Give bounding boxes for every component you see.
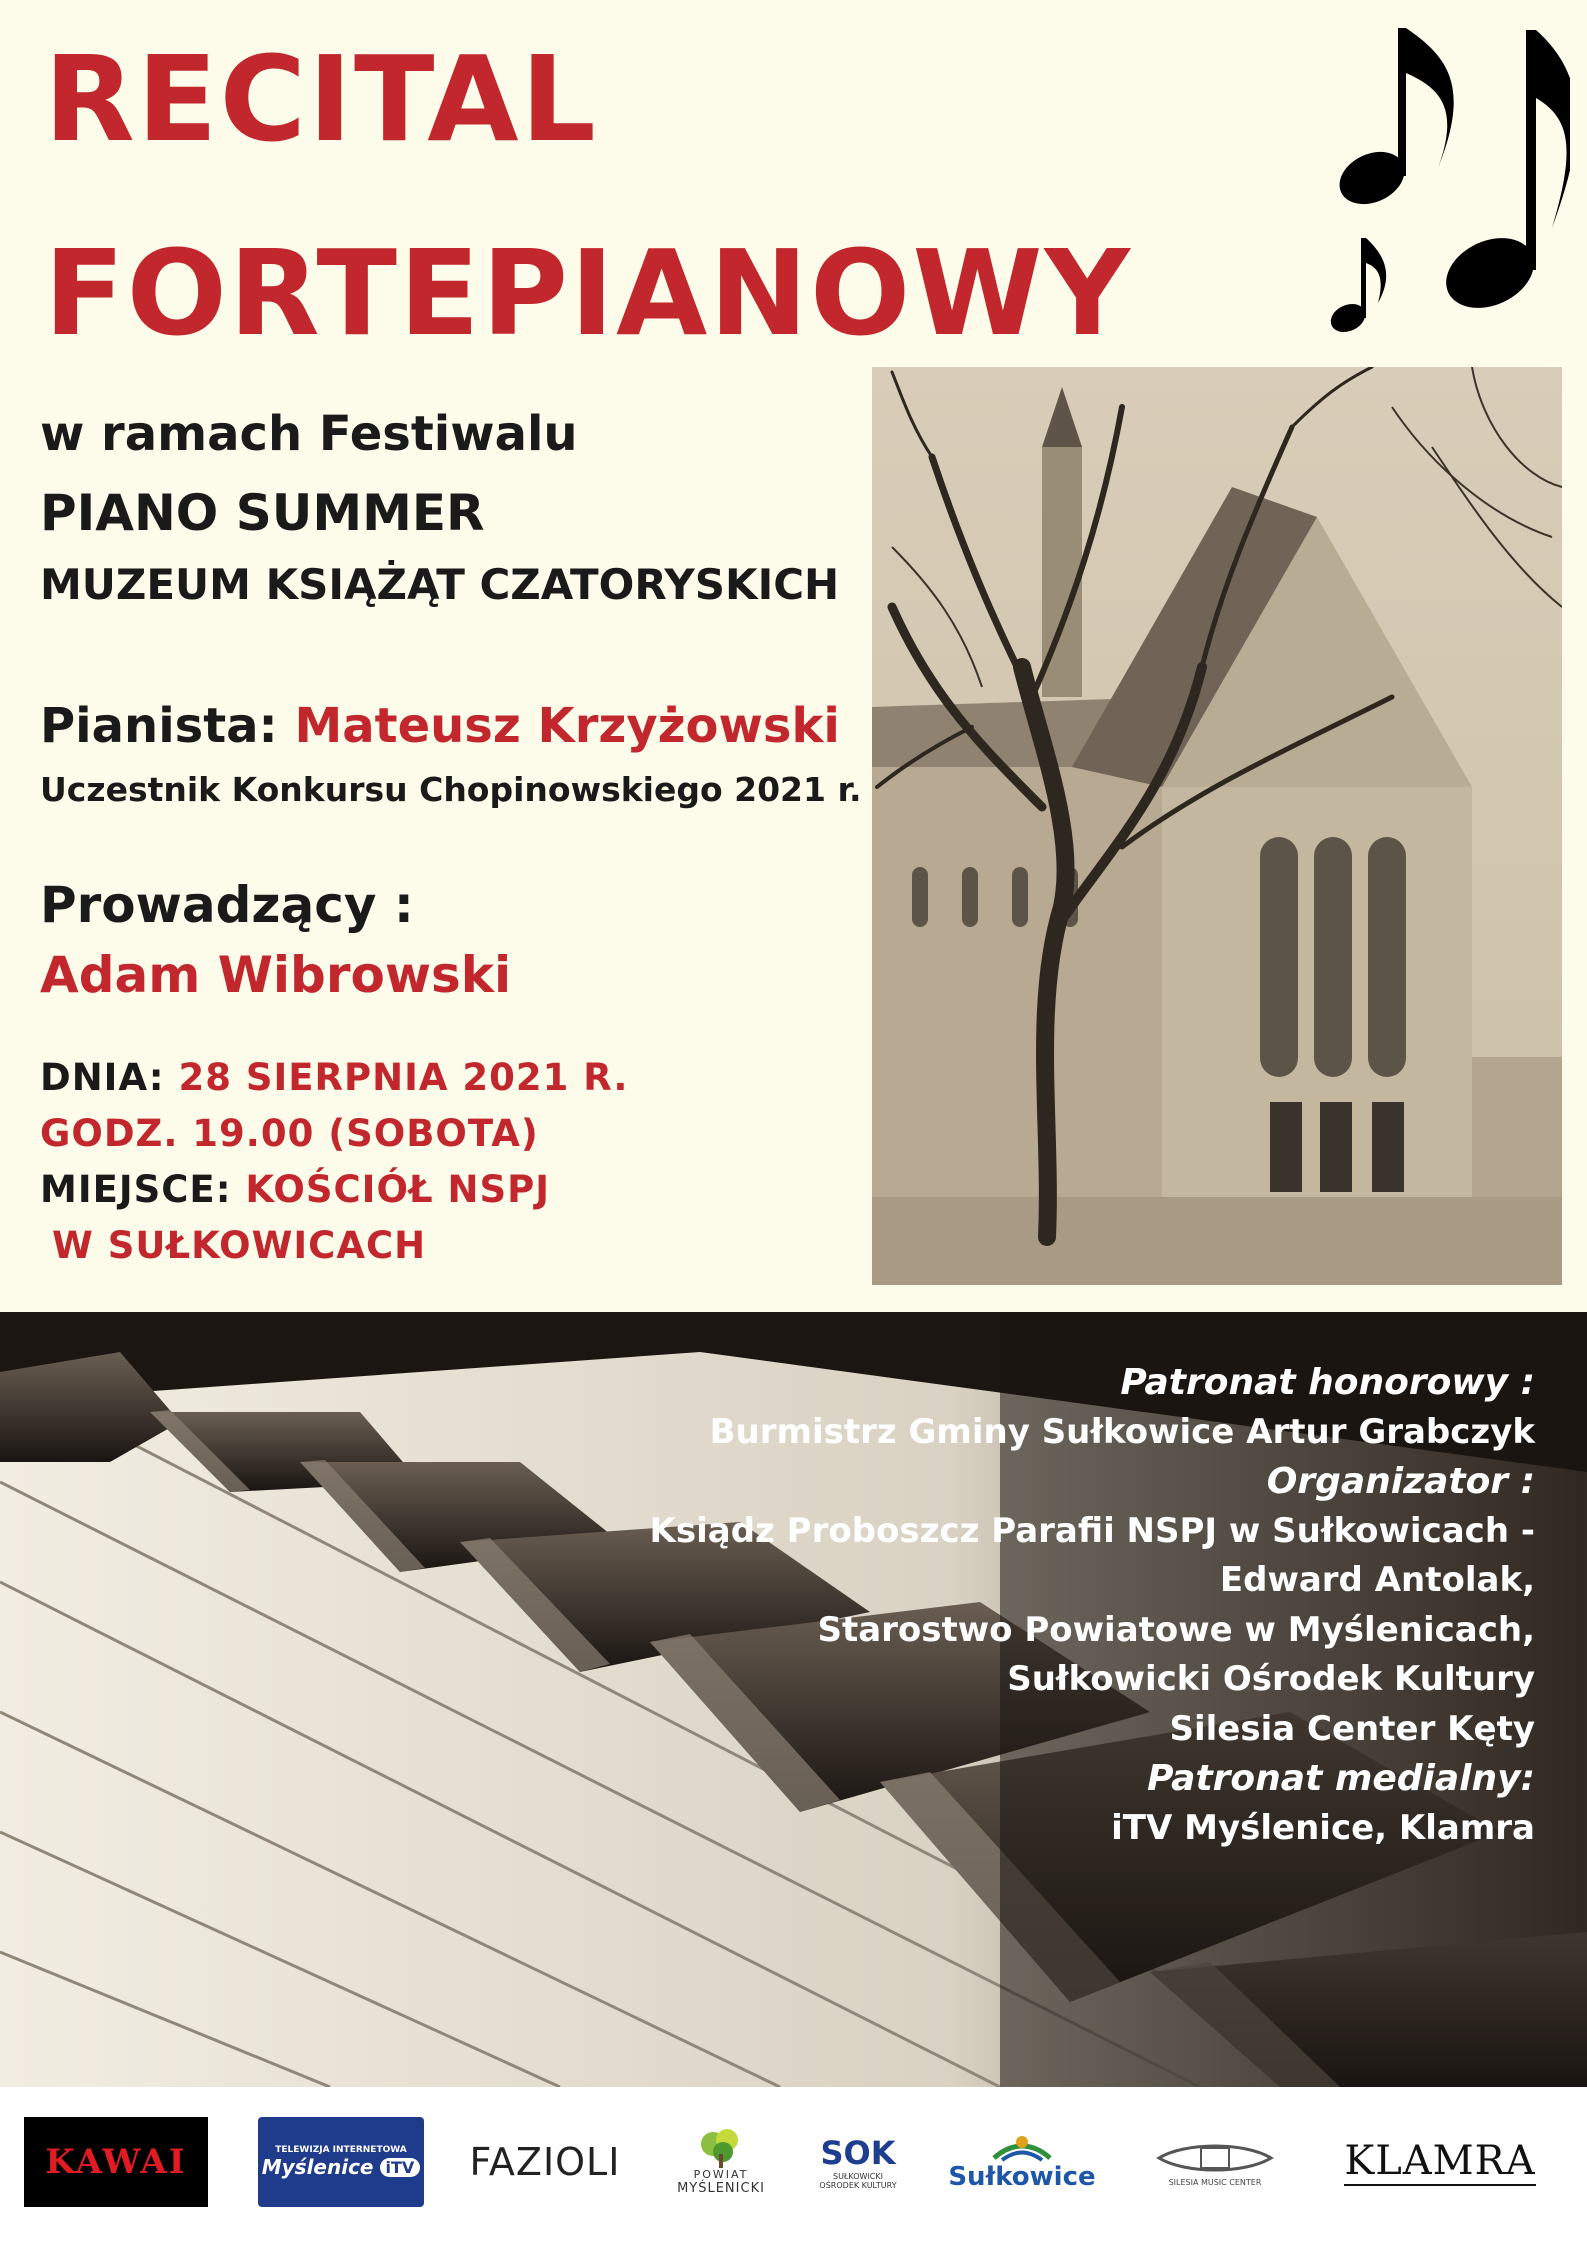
date-value: 28 SIERPNIA 2021 R. xyxy=(178,1056,629,1099)
pianist-subtitle: Uczestnik Konkursu Chopinowskiego 2021 r. xyxy=(40,770,862,809)
media-patronage-label: Patronat medialny: xyxy=(1147,1758,1535,1799)
sok-logo xyxy=(808,2117,908,2207)
kawai-logo-text: KAWAI xyxy=(45,2142,187,2182)
powiat-myslenicki-logo xyxy=(656,2117,786,2207)
honorary-patronage-value: Burmistrz Gminy Sułkowice Artur Grabczyk xyxy=(709,1411,1535,1452)
fazioli-logo-text: FAZIOLI xyxy=(469,2140,621,2184)
place-value: KOŚCIÓŁ NSPJ xyxy=(245,1168,551,1211)
organizer-line: Silesia Center Kęty xyxy=(1169,1708,1535,1749)
event-time: GODZ. 19.00 (SOBOTA) xyxy=(40,1112,539,1155)
organizer-label: Organizator : xyxy=(1266,1461,1535,1502)
title-line-2: FORTEPIANOWY xyxy=(44,224,1132,362)
pianist-label: Pianista: xyxy=(40,698,278,754)
sok-logo-mark: SOK xyxy=(820,2134,896,2172)
place-label: MIEJSCE: xyxy=(40,1168,232,1211)
itv-logo-mark: iTV xyxy=(380,2158,421,2177)
powiat-tree-icon xyxy=(695,2128,747,2168)
honorary-patronage-label: Patronat honorowy : xyxy=(1120,1362,1535,1403)
event-place xyxy=(40,1168,550,1211)
klamra-logo xyxy=(1320,2117,1560,2207)
church-photo xyxy=(872,367,1562,1285)
itv-myslenice-logo xyxy=(258,2117,424,2207)
date-label: DNIA: xyxy=(40,1056,165,1099)
sok-logo-text: SUŁKOWICKI xyxy=(833,2172,883,2181)
klamra-logo-text: KLAMRA xyxy=(1344,2138,1536,2184)
sulkowice-emblem-icon xyxy=(992,2132,1052,2162)
festival-venue: MUZEUM KSIĄŻĄT CZATORYSKICH xyxy=(40,560,840,609)
powiat-logo-text: POWIAT xyxy=(693,2168,749,2181)
silesia-emblem-icon xyxy=(1155,2138,1275,2178)
kawai-logo xyxy=(24,2117,208,2207)
powiat-logo-subtext: MYŚLENICKI xyxy=(677,2181,765,2196)
event-date xyxy=(40,1056,628,1099)
itv-myslenice-logo-text: Myślenice xyxy=(261,2155,374,2179)
silesia-logo-text: SILESIA MUSIC CENTER xyxy=(1168,2177,1262,2187)
fazioli-logo xyxy=(465,2117,625,2207)
itv-myslenice-logo-caption: TELEWIZJA INTERNETOWA xyxy=(275,2145,407,2155)
sok-logo-subtext: OŚRODEK KULTURY xyxy=(819,2181,897,2190)
pianist-name: Mateusz Krzyżowski xyxy=(294,698,840,754)
credits-block xyxy=(535,1358,1535,1853)
organizer-line: Sułkowicki Ośrodek Kultury xyxy=(1007,1659,1535,1699)
music-notes-icon xyxy=(1320,18,1570,348)
host-name: Adam Wibrowski xyxy=(40,946,512,1004)
sulkowice-logo-text: Sułkowice xyxy=(948,2162,1096,2192)
silesia-center-logo xyxy=(1140,2117,1290,2207)
organizer-line: Starostwo Powiatowe w Myślenicach, xyxy=(817,1609,1535,1650)
event-place-town: W SUŁKOWICACH xyxy=(52,1224,427,1267)
sulkowice-logo xyxy=(942,2117,1102,2207)
itv-myslenice-logo-row xyxy=(262,2155,421,2179)
organizer-line: Edward Antolak, xyxy=(1219,1560,1535,1600)
host-label: Prowadzący : xyxy=(40,876,414,934)
media-patronage-value: iTV Myślenice, Klamra xyxy=(1111,1807,1535,1848)
festival-name: PIANO SUMMER xyxy=(40,484,485,542)
organizer-line: Ksiądz Proboszcz Parafii NSPJ w Sułkowicach - xyxy=(649,1510,1535,1551)
sponsor-logos xyxy=(0,2087,1587,2245)
pianist-line xyxy=(40,698,840,754)
title-line-1: RECITAL xyxy=(44,30,598,168)
festival-intro: w ramach Festiwalu xyxy=(40,406,578,462)
